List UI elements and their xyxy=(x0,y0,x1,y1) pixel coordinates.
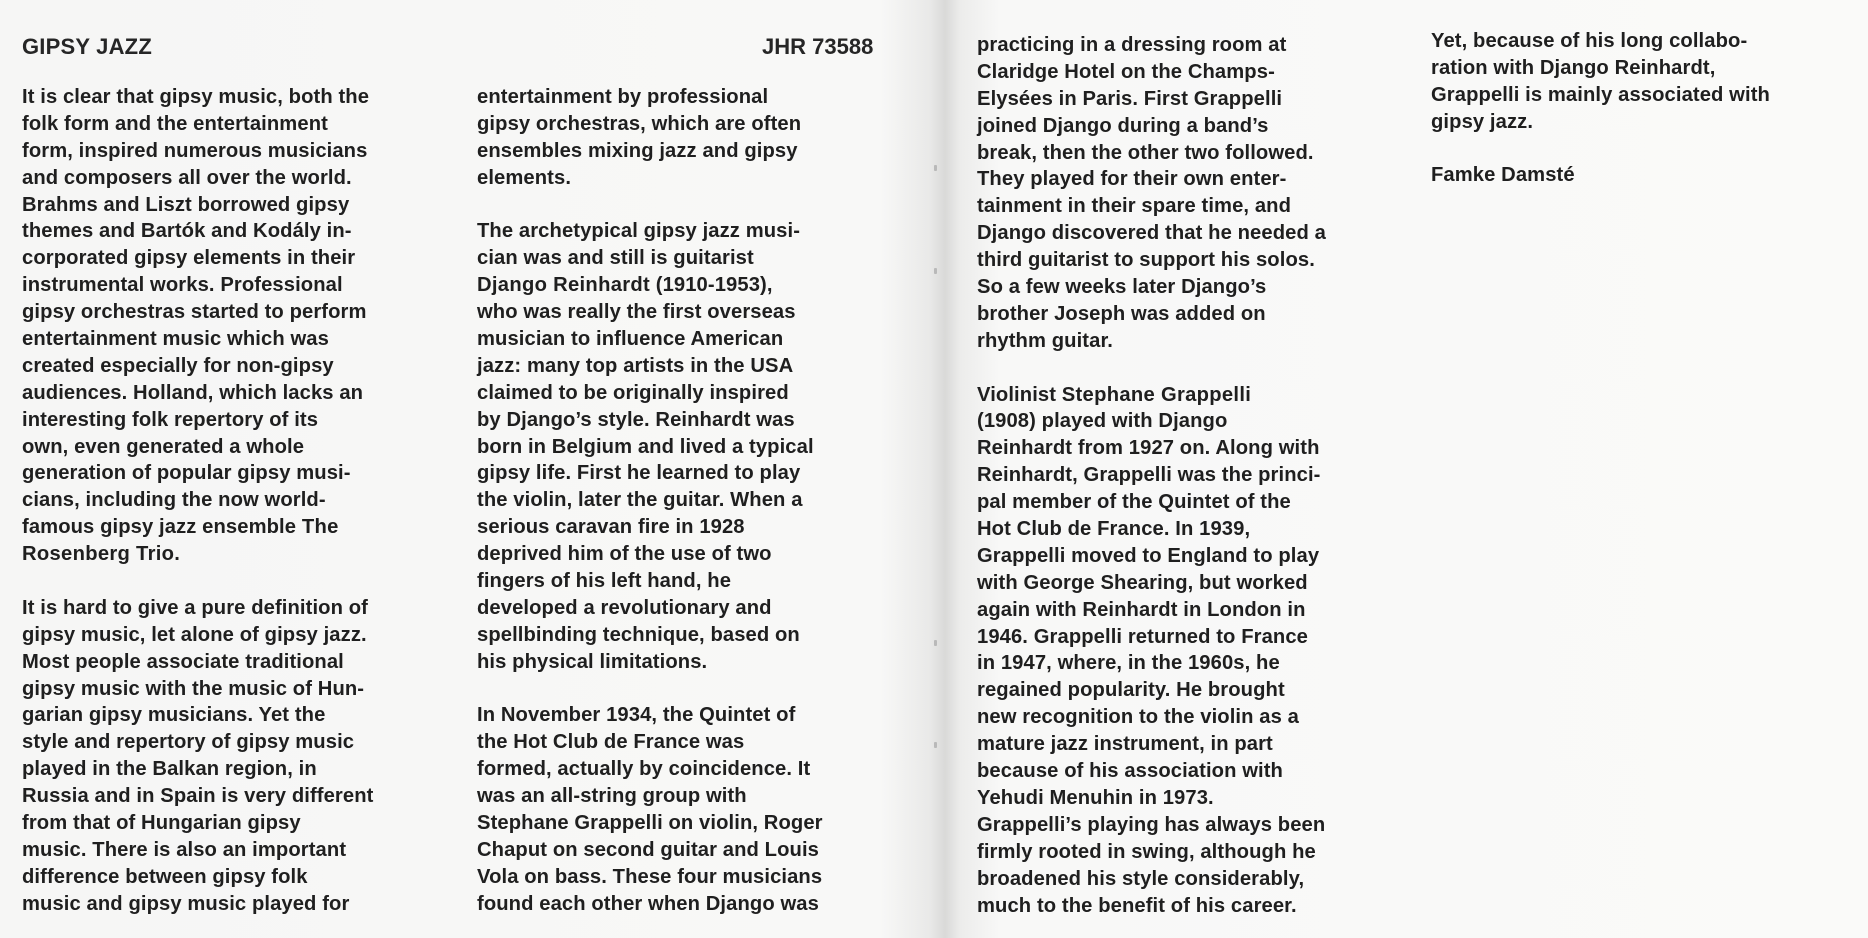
text-line: entertainment by professional xyxy=(477,86,769,108)
text-line: spellbinding technique, based on xyxy=(477,623,800,646)
text-line: own, even generated a whole xyxy=(22,435,305,458)
staple-mark xyxy=(934,742,937,748)
text-line: difference between gipsy folk xyxy=(22,865,308,888)
text-line: claimed to be originally inspired xyxy=(477,381,789,404)
text-line: interesting folk repertory of its xyxy=(22,408,319,431)
text-line: music. There is also an important xyxy=(22,838,347,861)
text-line: Yet, because of his long collabo- xyxy=(1431,30,1748,52)
text-line: cians, including the now world- xyxy=(22,489,326,512)
text-line: Django discovered that he needed a xyxy=(977,222,1326,245)
text-line: elements. xyxy=(477,166,572,189)
text-line: cian was and still is guitarist xyxy=(477,247,754,270)
paragraph-gap xyxy=(477,192,823,219)
staple-mark xyxy=(934,268,937,274)
text-line: entertainment music which was xyxy=(22,328,329,351)
text-line: practicing in a dressing room at xyxy=(977,34,1287,56)
text-line: deprived him of the use of two xyxy=(477,543,772,566)
text-line: regained popularity. He brought xyxy=(977,679,1285,702)
text-line: pal member of the Quintet of the xyxy=(977,491,1291,514)
text-line: broadened his style considerably, xyxy=(977,867,1305,890)
text-line: Reinhardt, Grappelli was the princi- xyxy=(977,464,1321,487)
text-line: mature jazz instrument, in part xyxy=(977,733,1273,756)
text-line: the Hot Club de France was xyxy=(477,731,745,754)
text-line: joined Django during a band’s xyxy=(977,114,1269,137)
text-line: jazz: many top artists in the USA xyxy=(477,354,794,377)
text-line: Most people associate traditional xyxy=(22,650,344,673)
text-column-3 xyxy=(977,32,1326,919)
text-line: was an all-string group with xyxy=(477,785,747,808)
text-line: gipsy music, let alone of gipsy jazz. xyxy=(22,623,367,646)
text-line: Russia and in Spain is very different xyxy=(22,785,374,808)
text-line: 1946. Grappelli returned to France xyxy=(977,625,1308,648)
text-line: born in Belgium and lived a typical xyxy=(477,435,814,458)
text-line: tainment in their spare time, and xyxy=(977,195,1292,218)
text-line: musician to influence American xyxy=(477,328,784,351)
paragraph-gap xyxy=(22,568,373,595)
text-line: brother Joseph was added on xyxy=(977,302,1266,325)
text-line: In November 1934, the Quintet of xyxy=(477,704,796,727)
text-line: much to the benefit of his career. xyxy=(977,894,1297,917)
paragraph-gap xyxy=(1431,136,1770,163)
text-line: by Django’s style. Reinhardt was xyxy=(477,408,795,431)
text-line: music and gipsy music played for xyxy=(22,892,350,915)
text-line: gipsy jazz. xyxy=(1431,110,1534,133)
paragraph-gap xyxy=(477,676,823,703)
text-line: Claridge Hotel on the Champs- xyxy=(977,60,1275,83)
text-line: ensembles mixing jazz and gipsy xyxy=(477,139,798,162)
text-line: Famke Damsté xyxy=(1431,164,1575,187)
text-line: generation of popular gipsy musi- xyxy=(22,462,351,485)
text-line: folk form and the entertainment xyxy=(22,112,328,135)
text-line: themes and Bartók and Kodály in- xyxy=(22,220,352,243)
text-line: serious caravan fire in 1928 xyxy=(477,516,745,539)
text-line: So a few weeks later Django’s xyxy=(977,276,1267,299)
text-line: new recognition to the violin as a xyxy=(977,706,1299,729)
text-line: gipsy orchestras started to perform xyxy=(22,301,367,324)
text-line: It is hard to give a pure definition of xyxy=(22,596,368,619)
text-line: firmly rooted in swing, although he xyxy=(977,840,1316,863)
text-line: third guitarist to support his solos. xyxy=(977,249,1315,272)
text-line: They played for their own enter- xyxy=(977,168,1287,191)
text-line: formed, actually by coincidence. It xyxy=(477,758,811,781)
staple-mark xyxy=(934,165,937,171)
catalog-number: JHR 73588 xyxy=(762,34,874,59)
text-column-1 xyxy=(22,84,373,918)
text-line: his physical limitations. xyxy=(477,650,708,673)
text-line: Hot Club de France. In 1939, xyxy=(977,518,1251,541)
text-line: corporated gipsy elements in their xyxy=(22,247,356,270)
text-line: Reinhardt from 1927 on. Along with xyxy=(977,437,1320,460)
text-line: the violin, later the guitar. When a xyxy=(477,489,803,512)
text-line: ration with Django Reinhardt, xyxy=(1431,56,1716,79)
text-column-2 xyxy=(477,84,823,918)
text-line: famous gipsy jazz ensemble The xyxy=(22,516,339,539)
text-line: played in the Balkan region, in xyxy=(22,758,317,781)
text-line: Vola on bass. These four musicians xyxy=(477,865,823,888)
text-line: style and repertory of gipsy music xyxy=(22,731,355,754)
text-line: because of his association with xyxy=(977,760,1283,783)
text-line: again with Reinhardt in London in xyxy=(977,598,1306,621)
text-line: Grappelli’s playing has always been xyxy=(977,813,1326,836)
paragraph-gap xyxy=(977,355,1326,382)
text-line: Grappelli moved to England to play xyxy=(977,544,1320,567)
text-line: It is clear that gipsy music, both the xyxy=(22,86,370,108)
text-line: gipsy life. First he learned to play xyxy=(477,462,801,485)
text-line: Brahms and Liszt borrowed gipsy xyxy=(22,193,350,216)
text-line: garian gipsy musicians. Yet the xyxy=(22,704,326,727)
text-line: rhythm guitar. xyxy=(977,329,1113,352)
staple-mark xyxy=(934,640,937,646)
text-line: fingers of his left hand, he xyxy=(477,570,732,593)
text-line: Violinist Stephane Grappelli xyxy=(977,383,1252,406)
text-line: in 1947, where, in the 1960s, he xyxy=(977,652,1280,675)
text-line: Chaput on second guitar and Louis xyxy=(477,838,820,861)
text-line: audiences. Holland, which lacks an xyxy=(22,381,364,404)
text-line: Grappelli is mainly associated with xyxy=(1431,83,1770,106)
text-line: instrumental works. Professional xyxy=(22,274,343,297)
text-line: break, then the other two followed. xyxy=(977,141,1314,164)
text-line: created especially for non-gipsy xyxy=(22,354,334,377)
text-line: who was really the first overseas xyxy=(477,301,796,324)
text-line: Django Reinhardt (1910-1953), xyxy=(477,274,773,297)
text-line: Elysées in Paris. First Grappelli xyxy=(977,87,1283,110)
text-line: gipsy music with the music of Hun- xyxy=(22,677,365,700)
text-line: (1908) played with Django xyxy=(977,410,1228,433)
text-line: Rosenberg Trio. xyxy=(22,543,180,566)
text-line: gipsy orchestras, which are often xyxy=(477,112,802,135)
text-line: Yehudi Menuhin in 1973. xyxy=(977,786,1214,809)
text-line: Stephane Grappelli on violin, Roger xyxy=(477,812,823,835)
text-line: from that of Hungarian gipsy xyxy=(22,812,301,835)
text-line: form, inspired numerous musicians xyxy=(22,139,368,162)
text-line: The archetypical gipsy jazz musi- xyxy=(477,220,801,243)
text-column-4 xyxy=(1431,28,1770,189)
text-line: found each other when Django was xyxy=(477,892,819,915)
page-title: GIPSY JAZZ xyxy=(22,34,152,59)
text-line: and composers all over the world. xyxy=(22,166,352,189)
text-line: developed a revolutionary and xyxy=(477,596,772,619)
text-line: with George Shearing, but worked xyxy=(977,571,1308,594)
